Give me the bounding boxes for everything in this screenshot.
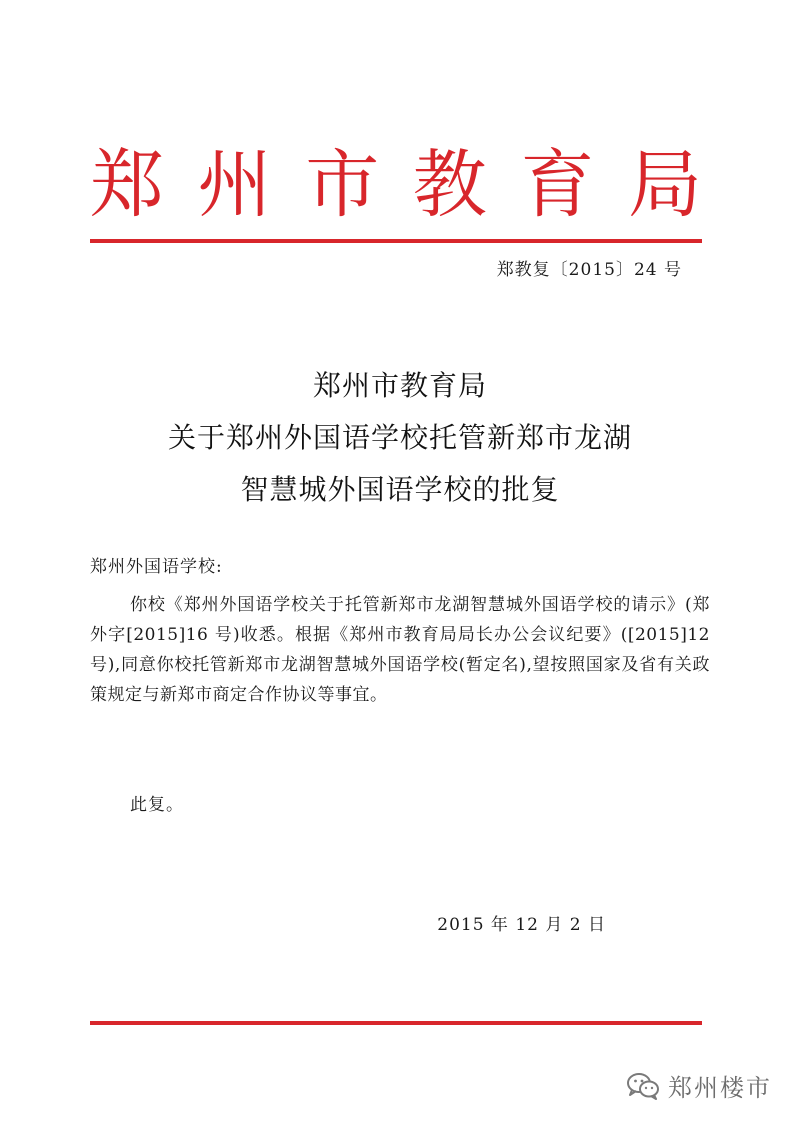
watermark-text: 郑州楼市 xyxy=(668,1074,772,1102)
document-number: 郑教复〔2015〕24 号 xyxy=(496,260,682,280)
addressee: 郑州外国语学校: xyxy=(90,557,223,577)
masthead-char: 教 xyxy=(412,142,487,228)
masthead-char: 郑 xyxy=(90,142,164,228)
masthead-char: 市 xyxy=(305,142,380,228)
masthead-char: 育 xyxy=(520,142,595,228)
body-paragraph: 你校《郑州外国语学校关于托管新郑市龙湖智慧城外国语学校的请示》(郑外字[2015]16 号)收悉。根据《郑州市教育局局长办公会议纪要》([2015]12 号),同意你校托管新郑市龙湖智慧城外国语学校(暂定名),望按照国家及省有关政策规定与新郑市商定合作协议等事宜。 xyxy=(90,595,710,705)
watermark xyxy=(626,1068,772,1103)
top-red-rule xyxy=(90,239,702,243)
title-line-3: 智慧城外国语学校的批复 xyxy=(240,473,560,506)
masthead-char: 州 xyxy=(197,142,272,228)
masthead xyxy=(90,135,702,235)
bottom-red-rule xyxy=(90,1021,702,1025)
wechat-icon xyxy=(626,1072,660,1100)
title-line-1: 郑州市教育局 xyxy=(312,369,487,402)
masthead-char: 局 xyxy=(627,142,702,228)
closing-text: 此复。 xyxy=(130,795,184,815)
issue-date: 2015 年 12 月 2 日 xyxy=(437,915,606,935)
title-line-2: 关于郑州外国语学校托管新郑市龙湖 xyxy=(167,421,632,454)
document-title xyxy=(0,360,800,516)
